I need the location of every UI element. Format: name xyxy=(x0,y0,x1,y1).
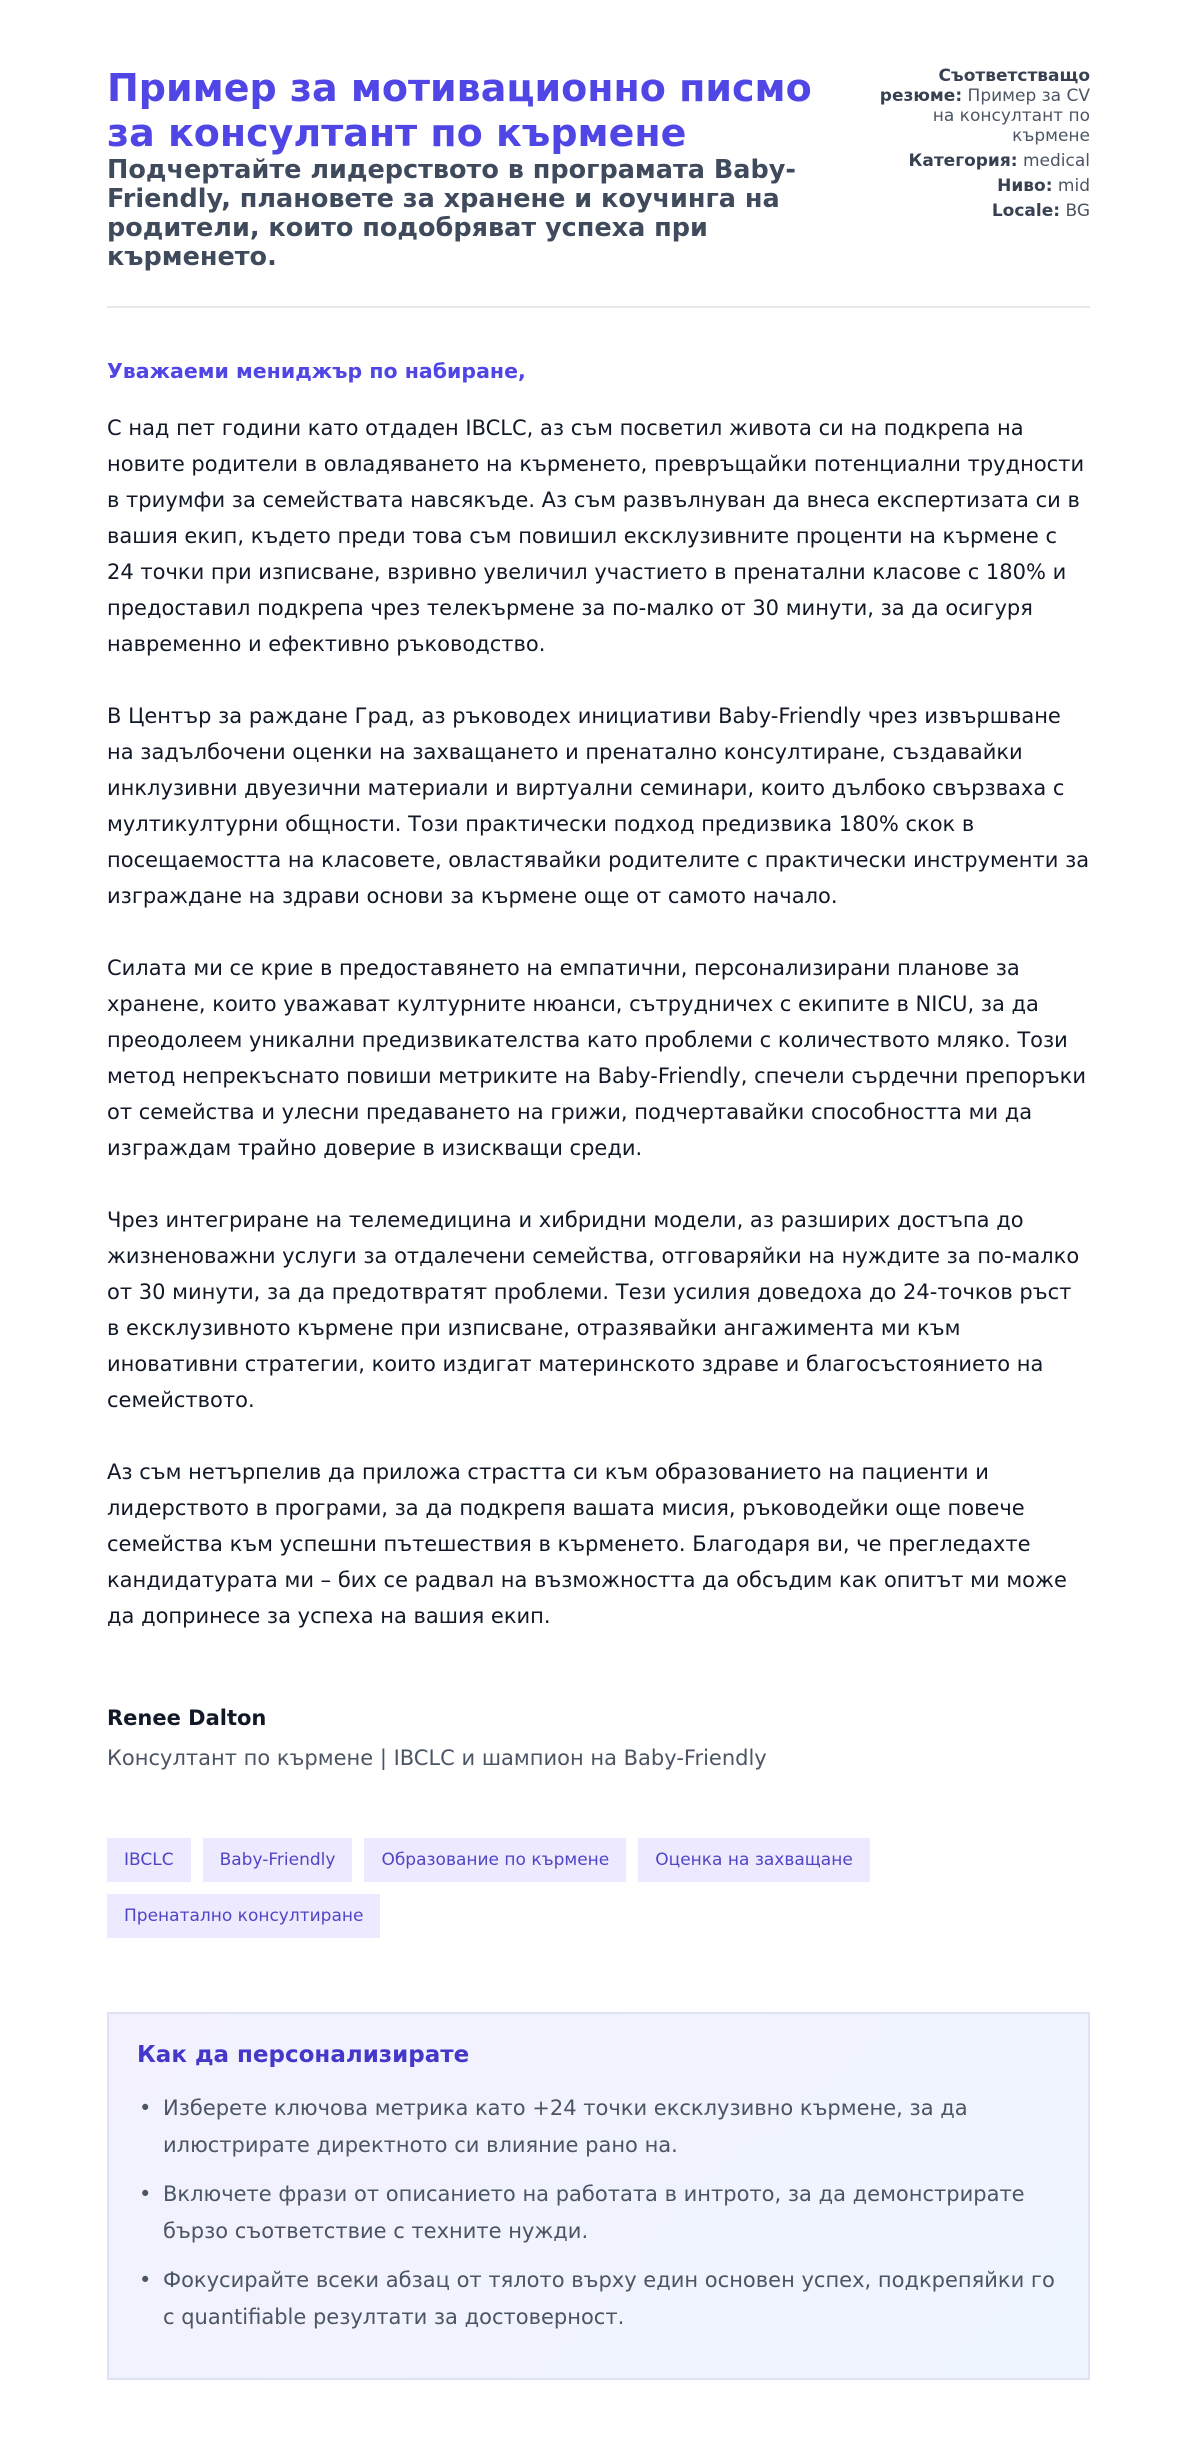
meta-info xyxy=(875,66,1090,226)
signature-name: Renee Dalton xyxy=(107,1706,267,1730)
letter-body xyxy=(107,410,1090,1634)
meta-label: Категория: xyxy=(908,151,1018,171)
page-header xyxy=(107,66,1090,272)
meta-value: medical xyxy=(1022,151,1090,171)
tag: Пренатално консултиране xyxy=(107,1894,380,1938)
letter-paragraph: В Център за раждане Град, аз ръководех инициативи Baby-Friendly чрез извършване на задълбочени оценки на захващането и пренатално консултиране, създавайки инклузивни двуезични материали и виртуални семинари, които дълбоко свързваха с мултикултурни общности. Този практически подход предизвика 180% скок в посещаемостта на класовете, овластявайки родителите с практически инструменти за изграждане на здрави основи за кърмене още от самото начало. xyxy=(107,704,1090,908)
meta-level xyxy=(875,176,1090,196)
tips-list xyxy=(137,2090,1060,2336)
meta-matching-resume xyxy=(875,66,1090,146)
meta-category xyxy=(875,151,1090,171)
signature-title: Консултант по кърмене | IBCLC и шампион на Baby-Friendly xyxy=(107,1746,767,1770)
tips-title: Как да персонализирате xyxy=(137,2042,470,2068)
meta-locale xyxy=(875,201,1090,221)
page-subtitle: Подчертайте лидерството в програмата Baby-Friendly, плановете за хранене и коучинга на родители, които подобряват успеха при кърменето. xyxy=(107,155,796,272)
meta-label: Locale: xyxy=(991,201,1061,221)
meta-label: Съответстващо резюме: xyxy=(879,66,1090,106)
page-title: Пример за мотивационно писмо за консултант по кърмене xyxy=(107,66,812,155)
customization-tips-box xyxy=(107,2012,1090,2380)
tip-item: • Фокусирайте всеки абзац от тялото върху един основен успех, подкрепяйки го с quantifiable резултати за достоверност. xyxy=(163,2262,1060,2336)
tip-item: • Включете фрази от описанието на работата в интрото, за да демонстрирате бързо съответствие с техните нужди. xyxy=(163,2176,1060,2250)
divider xyxy=(107,306,1090,308)
meta-value: BG xyxy=(1065,201,1090,221)
letter-paragraph: С над пет години като отдаден IBCLC, аз съм посветил живота си на подкрепа на новите родители в овладяването на кърменето, превръщайки потенциални трудности в триумфи за семействата навсякъде. Аз съм развълнуван да внеса експертизата си в вашия екип, където преди това съм повишил ексклузивните проценти на кърмене с 24 точки при изписване, взривно увеличил участието в пренатални класове с 180% и предоставил подкрепа чрез телекърмене за по-малко от 30 минути, за да осигуря навременно и ефективно ръководство. xyxy=(107,416,1085,656)
tip-item: • Изберете ключова метрика като +24 точки ексклузивно кърмене, за да илюстрирате директното си влияние рано на. xyxy=(163,2090,1060,2164)
meta-value: mid xyxy=(1057,176,1090,196)
salutation: Уважаеми мениджър по набиране, xyxy=(107,359,526,383)
header-titles xyxy=(107,66,867,272)
letter-paragraph: Силата ми се крие в предоставянето на емпатични, персонализирани планове за хранене, които уважават културните нюанси, сътрудничех с екипите в NICU, за да преодолеем уникални предизвикателства като проблеми с количеството мляко. Този метод непрекъснато повиши метриките на Baby-Friendly, спечели сърдечни препоръки от семейства и улесни предаването на грижи, подчертавайки способността ми да изграждам трайно доверие в изискващи среди. xyxy=(107,956,1087,1160)
meta-value: Пример за CV на консултант по кърмене xyxy=(932,86,1090,146)
tag: Baby-Friendly xyxy=(203,1838,353,1882)
tag: Оценка на захващане xyxy=(638,1838,870,1882)
letter-paragraph: Аз съм нетърпелив да приложа страстта си към образованието на пациенти и лидерството в програми, за да подкрепя вашата мисия, ръководейки още повече семейства към успешни пътешествия в кърменето. Благодаря ви, че прегледахте кандидатурата ми – бих се радвал на възможността да обсъдим как опитът ми може да допринесе за успеха на вашия екип. xyxy=(107,1460,1067,1628)
letter-paragraph: Чрез интегриране на телемедицина и хибридни модели, аз разширих достъпа до жизненоважни услуги за отдалечени семейства, отговаряйки на нуждите за по-малко от 30 минути, за да предотвратят проблеми. Тези усилия доведоха до 24-точков ръст в ексклузивното кърмене при изписване, отразявайки ангажимента ми към иновативни стратегии, които издигат материнското здраве и благосъстоянието на семейството. xyxy=(107,1208,1080,1412)
tag-list xyxy=(107,1838,1090,1938)
meta-label: Ниво: xyxy=(997,176,1053,196)
tag: IBCLC xyxy=(107,1838,191,1882)
tag: Образование по кърмене xyxy=(364,1838,626,1882)
